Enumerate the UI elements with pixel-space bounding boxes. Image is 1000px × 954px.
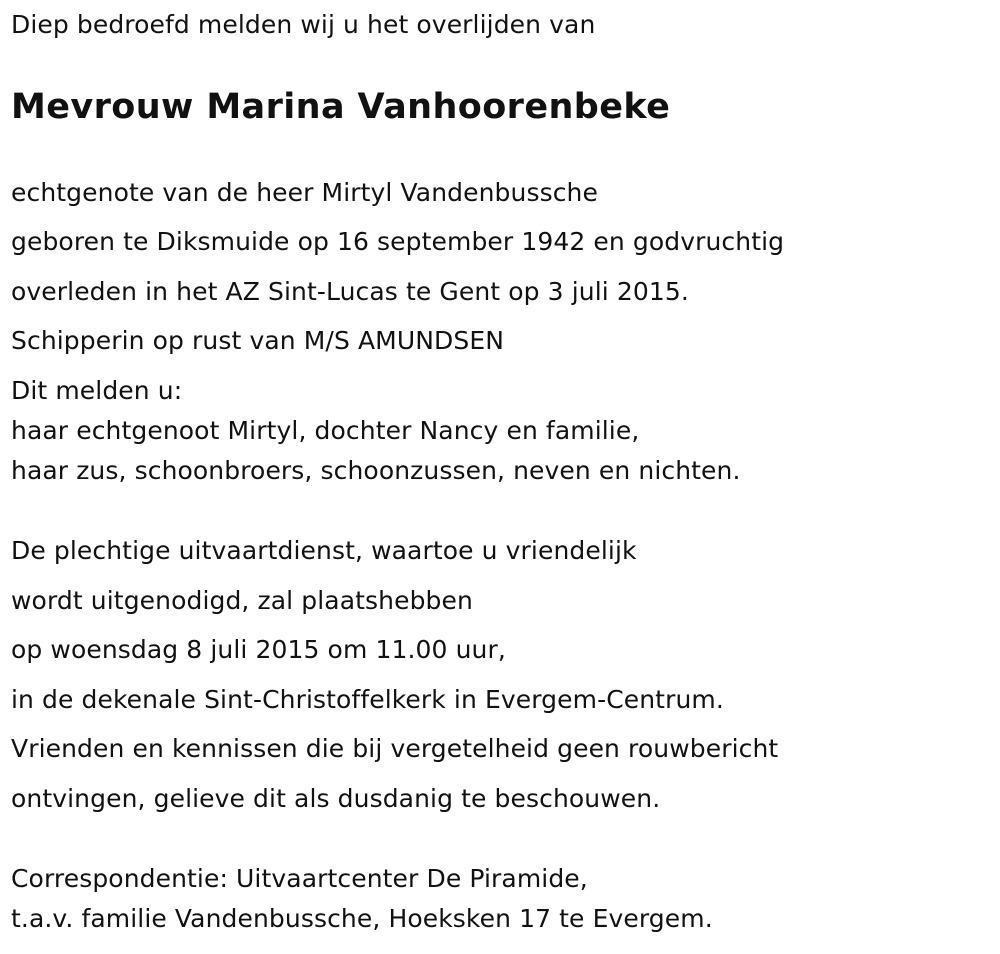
announced-by-heading: Dit melden u:	[11, 376, 183, 405]
correspondence-line-2: t.a.v. familie Vandenbussche, Hoeksken 17 te Evergem.	[11, 904, 713, 933]
notice-line-1: Vrienden en kennissen die bij vergetelheid geen rouwbericht	[11, 734, 779, 763]
service-line-2: wordt uitgenodigd, zal plaatshebben	[11, 586, 473, 615]
correspondence-line-1: Correspondentie: Uitvaartcenter De Piramide,	[11, 864, 588, 893]
relatives-line: haar zus, schoonbroers, schoonzussen, neven en nichten.	[11, 456, 741, 485]
spouse-line: echtgenote van de heer Mirtyl Vandenbussche	[11, 178, 598, 207]
notice-line-2: ontvingen, gelieve dit als dusdanig te beschouwen.	[11, 784, 661, 813]
deceased-name: Mevrouw Marina Vanhoorenbeke	[11, 87, 671, 127]
service-location-line: in de dekenale Sint-Christoffelkerk in Evergem-Centrum.	[11, 685, 724, 714]
birth-line: geboren te Diksmuide op 16 september 1942 en godvruchtig	[11, 227, 785, 256]
family-line: haar echtgenoot Mirtyl, dochter Nancy en familie,	[11, 416, 640, 445]
service-date-line: op woensdag 8 juli 2015 om 11.00 uur,	[11, 635, 506, 664]
occupation-line: Schipperin op rust van M/S AMUNDSEN	[11, 326, 505, 355]
intro-text: Diep bedroefd melden wij u het overlijden van	[11, 10, 596, 39]
service-line-1: De plechtige uitvaartdienst, waartoe u vriendelijk	[11, 536, 637, 565]
death-line: overleden in het AZ Sint-Lucas te Gent op 3 juli 2015.	[11, 277, 689, 306]
